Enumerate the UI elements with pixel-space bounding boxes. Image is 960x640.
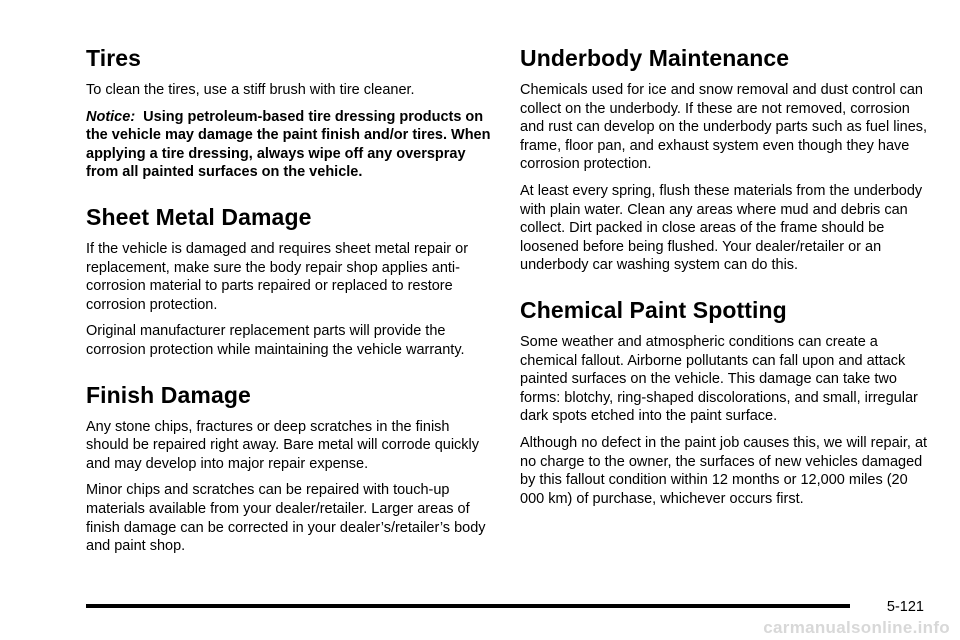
tires-notice xyxy=(86,108,496,182)
section-finish-damage xyxy=(86,381,496,556)
underbody-paragraph-1: Chemicals used for ice and snow removal and dust control can collect on the underbody. If these are not removed, corrosion and rust can develop on the underbody parts such as fuel lines, frame, floor pan, and exhaust system even though they have corrosion protection. xyxy=(520,82,928,173)
heading-sheet-metal-damage: Sheet Metal Damage xyxy=(86,203,312,230)
watermark: carmanualsonline.info xyxy=(763,618,950,637)
right-column xyxy=(520,44,932,529)
sheet-metal-paragraph-1: If the vehicle is damaged and requires sheet metal repair or replacement, make sure the body repair shop applies anti-corrosion material to parts repaired or replaced to restore corrosion protection. xyxy=(86,240,469,313)
section-sheet-metal-damage xyxy=(86,203,496,360)
footer-rule xyxy=(86,604,850,608)
heading-underbody-maintenance: Underbody Maintenance xyxy=(520,45,790,71)
chemical-paint-paragraph-1: Some weather and atmospheric conditions can create a chemical fallout. Airborne pollutants can fall upon and attack painted surfaces on the vehicle. This damage can take two forms: blotchy, ring-shaped discolorations, and small, irregular dark spots etched into the paint surface. xyxy=(520,333,918,425)
tires-paragraph-1: To clean the tires, use a stiff brush with tire cleaner. xyxy=(86,82,415,98)
chemical-paint-paragraph-2: Although no defect in the paint job causes this, we will repair, at no charge to the owner, the surfaces of new vehicles damaged by this fallout condition within 12 months or 12,000 miles (20 000 km) of purchase, whichever occurs first. xyxy=(520,434,928,507)
notice-text: Using petroleum-based tire dressing products on the vehicle may damage the paint finish and/or tires. When applying a tire dressing, always wipe off any overspray from all painted surfaces on the vehicle. xyxy=(86,108,491,181)
section-chemical-paint-spotting xyxy=(520,296,932,508)
sheet-metal-paragraph-2: Original manufacturer replacement parts will provide the corrosion protection while maintaining the vehicle warranty. xyxy=(86,323,465,358)
page-number: 5-121 xyxy=(886,599,924,615)
finish-damage-paragraph-1: Any stone chips, fractures or deep scratches in the finish should be repaired right away. Bare metal will corrode quickly and may develop into major repair expense. xyxy=(86,418,480,472)
heading-finish-damage: Finish Damage xyxy=(86,381,251,408)
section-underbody-maintenance xyxy=(520,44,932,275)
finish-damage-paragraph-2: Minor chips and scratches can be repaired with touch-up materials available from your dealer/retailer. Larger areas of finish damage can be corrected in your dealer’s/retailer’s body and paint shop. xyxy=(86,482,486,555)
underbody-paragraph-2: At least every spring, flush these materials from the underbody with plain water. Clean any areas where mud and debris can collect. Dirt packed in close areas of the frame should be loosened before being flushed. Your dealer/retailer or an underbody car washing system can do this. xyxy=(520,182,923,274)
notice-label: Notice: xyxy=(86,108,136,125)
section-tires xyxy=(86,44,496,182)
left-column xyxy=(86,44,496,577)
heading-tires: Tires xyxy=(86,45,142,71)
heading-chemical-paint-spotting: Chemical Paint Spotting xyxy=(520,296,787,323)
